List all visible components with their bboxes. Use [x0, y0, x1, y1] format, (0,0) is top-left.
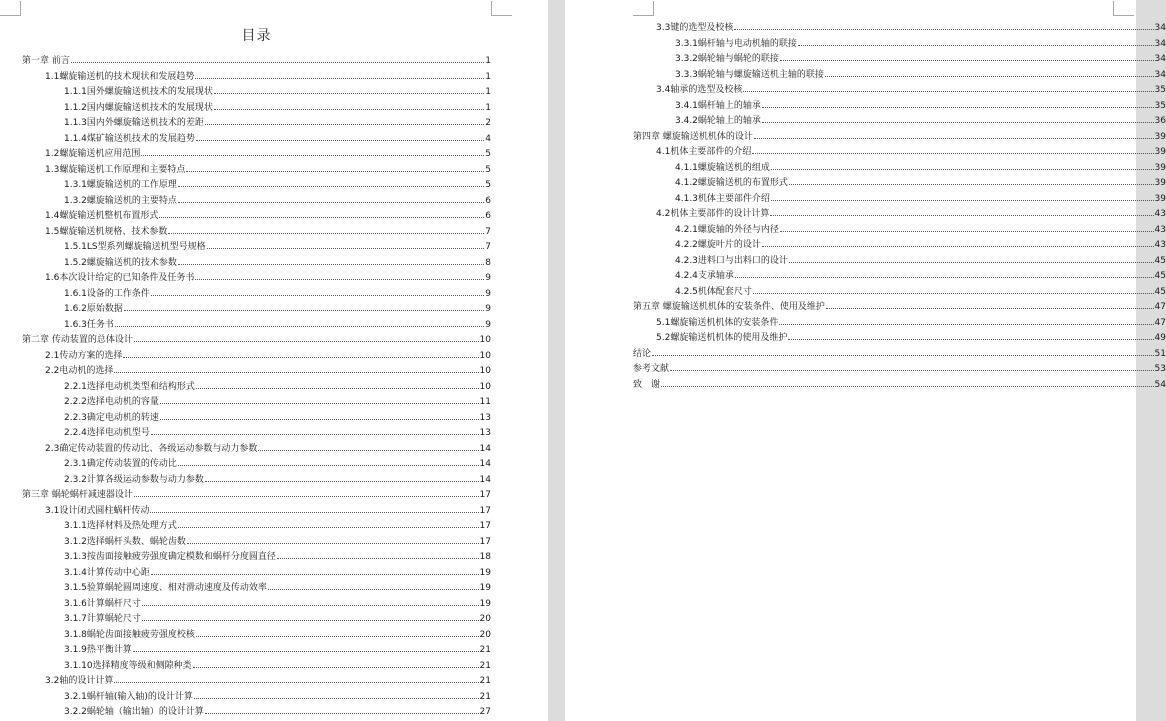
toc-page-number: 34	[1154, 38, 1166, 49]
dot-leader	[771, 189, 1154, 201]
dot-leader	[123, 346, 478, 358]
dot-leader	[134, 330, 479, 342]
toc-page-number: 1	[485, 87, 491, 97]
toc-entry-title: 1.3.1螺旋输送机的工作原理	[64, 180, 177, 190]
dot-leader	[780, 220, 1154, 232]
toc-entry-title: 2.2.2选择电动机的容量	[64, 397, 159, 407]
toc-page-number: 39	[1154, 162, 1166, 173]
dot-leader	[71, 51, 484, 63]
toc-entry-title: 2.3.1确定传动装置的传动比	[64, 459, 177, 469]
toc-page-number: 8	[485, 257, 491, 268]
toc-page-number: 21	[479, 676, 491, 686]
toc-entry-title: 2.3.2计算各级运动参数与动力参数	[64, 474, 204, 485]
toc-entry[interactable]	[633, 173, 1166, 189]
dot-leader	[133, 640, 479, 652]
toc-page-number: 43	[1154, 240, 1166, 250]
toc-entry[interactable]	[22, 547, 491, 563]
dot-leader	[214, 82, 484, 94]
toc-page-number: 53	[1154, 364, 1166, 374]
toc-entry[interactable]	[22, 98, 491, 114]
toc-entry-title: 1.1螺旋输送机的技术现状和发展趋势	[45, 71, 195, 82]
dot-leader	[207, 237, 485, 249]
dot-leader	[779, 313, 1153, 325]
dot-leader	[151, 284, 484, 296]
dot-leader	[743, 80, 1153, 92]
toc-entry[interactable]	[22, 377, 491, 393]
toc-entry-title: 3.1.4计算传动中心距	[64, 567, 150, 578]
dot-leader	[178, 191, 484, 203]
toc-entry-title: 结论	[633, 348, 652, 359]
dot-leader	[196, 129, 484, 141]
dot-leader	[151, 563, 479, 575]
toc-title: 目录	[241, 28, 272, 44]
toc-entry-title: 3.3.1蜗杆轴与电动机轴的联接	[675, 38, 797, 49]
dot-leader	[178, 516, 479, 528]
toc-page-number: 1	[485, 56, 491, 66]
dot-leader	[754, 127, 1154, 139]
toc-entry-title: 3.1.3按齿面接触疲劳强度确定模数和蜗杆分度圆直径	[64, 552, 276, 562]
toc-page-number: 10	[479, 366, 491, 376]
dot-leader	[186, 160, 484, 172]
dot-leader	[124, 299, 484, 311]
toc-page-number: 5	[485, 180, 491, 190]
toc-entry[interactable]	[22, 640, 491, 656]
dot-leader	[789, 251, 1154, 263]
toc-entry-title: 2.3确定传动装置的传动比、各级运动参数与动力参数	[45, 443, 258, 454]
dot-leader	[268, 578, 479, 590]
dot-leader	[258, 439, 478, 451]
toc-entry[interactable]	[633, 65, 1166, 81]
toc-entry-title: 第二章 传动装置的总体设计	[22, 335, 133, 345]
toc-entry-title: 第三章 蜗轮蜗杆减速器设计	[22, 490, 133, 500]
toc-entry[interactable]	[633, 220, 1166, 236]
toc-entry[interactable]	[633, 34, 1166, 50]
dot-leader	[160, 408, 479, 420]
toc-entry[interactable]	[22, 470, 491, 486]
dot-leader	[762, 96, 1154, 108]
toc-page-number: 21	[479, 691, 491, 702]
dot-leader	[770, 204, 1153, 216]
toc-entry[interactable]	[22, 113, 491, 129]
toc-page-number: 9	[485, 319, 491, 330]
toc-entry-title: 1.1.2国内螺旋输送机技术的发展现状	[64, 102, 213, 113]
toc-page-number: 45	[1154, 271, 1166, 281]
toc-page-number: 18	[479, 552, 491, 562]
dot-leader	[142, 594, 479, 606]
toc-entry-title: 3.3键的选型及校核	[656, 23, 734, 33]
toc-chapter-entry[interactable]	[633, 359, 1166, 375]
toc-page-number: 11	[479, 397, 491, 407]
dot-leader	[789, 173, 1154, 185]
toc-entry[interactable]	[22, 361, 491, 377]
toc-entry[interactable]	[22, 501, 491, 517]
toc-page-number: 43	[1154, 224, 1166, 235]
toc-entry[interactable]	[22, 82, 491, 98]
dot-leader	[193, 656, 479, 668]
toc-page-number: 36	[1154, 116, 1166, 126]
dot-leader	[277, 547, 479, 559]
toc-entry-title: 第四章 螺旋输送机机体的设计	[633, 131, 753, 142]
toc-entry[interactable]	[633, 313, 1166, 329]
toc-page-number: 6	[485, 211, 491, 221]
toc-entry[interactable]	[633, 189, 1166, 205]
toc-entry-title: 1.1.1国外螺旋输送机技术的发展现状	[64, 87, 213, 97]
toc-entry-title: 1.6.1设备的工作条件	[64, 288, 150, 299]
toc-entry[interactable]	[22, 284, 491, 300]
toc-entry-title: 3.3.2蜗轮轴与蜗轮的联接	[675, 54, 779, 64]
toc-left	[22, 0, 491, 718]
dot-leader	[142, 609, 479, 621]
toc-page-number: 17	[479, 536, 491, 547]
dot-leader	[798, 34, 1154, 46]
toc-entry[interactable]	[22, 656, 491, 672]
dot-leader	[670, 359, 1154, 371]
toc-page-number: 27	[479, 707, 491, 717]
toc-entry[interactable]	[22, 609, 491, 625]
toc-entry-title: 3.1.5验算蜗轮圆周速度、相对滑动速度及传动效率	[64, 583, 267, 593]
toc-entry-title: 1.6本次设计给定的已知条件及任务书	[45, 273, 195, 283]
toc-entry[interactable]	[22, 268, 491, 284]
toc-entry[interactable]	[22, 253, 491, 269]
toc-page-number: 14	[479, 474, 491, 485]
toc-entry[interactable]	[633, 266, 1166, 282]
toc-entry[interactable]	[633, 235, 1166, 251]
margin-corner-mark	[1113, 1, 1134, 16]
toc-entry[interactable]	[22, 439, 491, 455]
toc-entry[interactable]	[22, 454, 491, 470]
toc-entry[interactable]	[633, 80, 1166, 96]
toc-entry-title: 3.1.10选择精度等级和侧隙种类	[64, 660, 192, 671]
toc-chapter-entry[interactable]	[22, 330, 491, 346]
toc-entry[interactable]	[22, 315, 491, 331]
toc-page-number: 39	[1154, 178, 1166, 188]
toc-page-number: 43	[1154, 209, 1166, 219]
toc-page-number: 20	[479, 629, 491, 640]
dot-leader	[114, 671, 478, 683]
toc-entry[interactable]	[22, 191, 491, 207]
toc-page-number: 13	[479, 412, 491, 423]
toc-entry[interactable]	[22, 160, 491, 176]
toc-chapter-entry[interactable]	[633, 375, 1166, 391]
toc-page-number: 21	[479, 660, 491, 671]
toc-page-number: 17	[479, 505, 491, 516]
toc-page-number: 2	[485, 118, 491, 128]
dot-leader	[762, 111, 1154, 123]
toc-entry-title: 4.2.1螺旋轴的外径与内径	[675, 224, 779, 235]
dot-leader	[752, 142, 1153, 154]
toc-page-number: 17	[479, 521, 491, 531]
toc-entry-title: 4.2机体主要部件的设计计算	[656, 209, 770, 219]
toc-page-number: 34	[1154, 69, 1166, 80]
toc-entry-title: 第五章 螺旋输送机机体的安装条件、使用及维护	[633, 302, 825, 312]
dot-leader	[114, 361, 478, 373]
dot-leader	[141, 144, 484, 156]
toc-entry[interactable]	[633, 49, 1166, 65]
toc-entry-title: 1.4螺旋输送机整机布置形式	[45, 211, 159, 221]
toc-page-number: 35	[1154, 85, 1166, 95]
toc-entry[interactable]	[22, 175, 491, 191]
dot-leader	[150, 501, 478, 513]
toc-chapter-entry[interactable]	[633, 297, 1166, 313]
toc-entry-title: 3.2轴的设计计算	[45, 676, 114, 686]
toc-entry[interactable]	[22, 594, 491, 610]
toc-entry-title: 5.1螺旋输送机机体的安装条件	[656, 317, 779, 328]
toc-entry[interactable]	[22, 206, 491, 222]
toc-chapter-entry[interactable]	[22, 485, 491, 501]
margin-corner-mark	[491, 1, 512, 16]
toc-entry[interactable]	[22, 237, 491, 253]
toc-page-number: 39	[1154, 131, 1166, 142]
toc-entry[interactable]	[22, 687, 491, 703]
toc-entry[interactable]	[22, 346, 491, 362]
toc-page-number: 5	[485, 164, 491, 175]
dot-leader	[825, 65, 1154, 77]
dot-leader	[159, 206, 484, 218]
toc-entry[interactable]	[633, 96, 1166, 112]
toc-page-number: 14	[479, 443, 491, 454]
toc-page-number: 39	[1154, 193, 1166, 204]
toc-entry[interactable]	[22, 516, 491, 532]
dot-leader	[115, 315, 484, 327]
toc-entry-title: 1.6.2原始数据	[64, 304, 123, 314]
toc-entry-title: 3.2.2蜗轮轴（输出轴）的设计计算	[64, 707, 204, 717]
dot-leader	[195, 268, 484, 280]
dot-leader	[196, 625, 479, 637]
toc-page-number: 49	[1154, 333, 1166, 343]
toc-entry-title: 3.1设计闭式圆柱蜗杆传动	[45, 505, 150, 516]
toc-page-number: 10	[479, 335, 491, 345]
toc-entry-title: 3.1.7计算蜗轮尺寸	[64, 614, 141, 624]
toc-entry[interactable]	[22, 702, 491, 718]
toc-entry-title: 参考文献	[633, 364, 670, 374]
dot-leader	[196, 377, 479, 389]
toc-entry-title: 4.1.1螺旋输送机的组成	[675, 162, 770, 173]
toc-page-number: 45	[1154, 286, 1166, 297]
dot-leader	[178, 175, 484, 187]
toc-entry-title: 4.1.2螺旋输送机的布置形式	[675, 178, 788, 188]
toc-entry-title: 4.1.3机体主要部件介绍	[675, 193, 770, 204]
toc-entry-title: 3.4.1蜗杆轴上的轴承	[675, 100, 761, 111]
dot-leader	[195, 67, 484, 79]
toc-page-number: 39	[1154, 147, 1166, 157]
toc-list	[633, 18, 1166, 390]
toc-entry-title: 3.2.1蜗杆轴(输入轴)的设计计算	[64, 691, 193, 702]
toc-entry-title: 4.2.2螺旋叶片的设计	[675, 240, 761, 250]
dot-leader	[134, 485, 479, 497]
toc-page-number: 6	[485, 195, 491, 206]
dot-leader	[160, 392, 479, 404]
toc-page-number: 45	[1154, 255, 1166, 266]
dot-leader	[661, 375, 1154, 387]
dot-leader	[771, 158, 1154, 170]
toc-entry-title: 3.4轴承的选型及校核	[656, 85, 743, 95]
dot-leader	[151, 423, 479, 435]
margin-corner-mark	[0, 1, 21, 16]
toc-entry[interactable]	[22, 299, 491, 315]
dot-leader	[168, 222, 484, 234]
toc-entry-title: 3.1.9热平衡计算	[64, 645, 132, 655]
toc-entry-title: 4.1机体主要部件的介绍	[656, 147, 752, 157]
toc-entry-title: 3.1.6计算蜗杆尺寸	[64, 598, 141, 609]
dot-leader	[178, 253, 484, 265]
toc-page-number: 35	[1154, 100, 1166, 111]
toc-page-number: 19	[479, 583, 491, 593]
toc-entry-title: 2.2.4选择电动机型号	[64, 428, 150, 438]
toc-entry-title: 2.2.3确定电动机的转速	[64, 412, 159, 423]
toc-entry[interactable]	[633, 111, 1166, 127]
toc-page-number: 9	[485, 273, 491, 283]
toc-page-number: 7	[485, 242, 491, 252]
toc-page-number: 5	[485, 149, 491, 159]
toc-entry[interactable]	[22, 222, 491, 238]
dot-leader	[205, 702, 479, 714]
toc-entry[interactable]	[22, 144, 491, 160]
dot-leader	[788, 328, 1153, 340]
toc-page-number: 17	[479, 490, 491, 500]
toc-chapter-entry[interactable]	[633, 344, 1166, 360]
toc-entry-title: 1.3螺旋输送机工作原理和主要特点	[45, 164, 186, 175]
dot-leader	[826, 297, 1154, 309]
toc-entry-title: 1.5螺旋输送机规格、技术参数	[45, 226, 168, 237]
toc-page-number: 1	[485, 71, 491, 82]
toc-entry-title: 1.5.2螺旋输送机的技术参数	[64, 257, 177, 268]
dot-leader	[205, 113, 484, 125]
toc-entry[interactable]	[22, 67, 491, 83]
toc-entry[interactable]	[22, 423, 491, 439]
toc-page-number: 34	[1154, 54, 1166, 64]
toc-entry-title: 3.4.2蜗轮轴上的轴承	[675, 116, 761, 126]
toc-entry-title: 1.3.2螺旋输送机的主要特点	[64, 195, 177, 206]
dot-leader	[762, 235, 1154, 247]
toc-page-number: 14	[479, 459, 491, 469]
toc-entry-title: 致 谢	[633, 379, 661, 390]
toc-chapter-entry[interactable]	[633, 127, 1166, 143]
dot-leader	[780, 49, 1154, 61]
toc-page-number: 20	[479, 614, 491, 624]
left-page	[0, 0, 548, 721]
toc-page-number: 51	[1154, 348, 1166, 359]
toc-page-number: 10	[479, 381, 491, 392]
dot-leader	[753, 282, 1154, 294]
toc-entry[interactable]	[633, 282, 1166, 298]
toc-entry[interactable]	[22, 563, 491, 579]
dot-leader	[734, 18, 1153, 30]
toc-entry[interactable]	[22, 129, 491, 145]
toc-entry-title: 3.1.8蜗轮齿面接触疲劳强度校核	[64, 629, 195, 640]
dot-leader	[205, 470, 479, 482]
toc-entry[interactable]	[22, 578, 491, 594]
dot-leader	[735, 266, 1154, 278]
toc-entry-title: 3.3.3蜗轮轴与螺旋输送机主轴的联接	[675, 69, 824, 80]
toc-page-number: 47	[1154, 317, 1166, 328]
right-page	[565, 0, 1166, 721]
dot-leader	[178, 454, 479, 466]
toc-entry[interactable]	[22, 408, 491, 424]
toc-page-number: 34	[1154, 23, 1166, 33]
toc-entry[interactable]	[22, 625, 491, 641]
toc-entry[interactable]	[633, 142, 1166, 158]
toc-entry-title: 3.1.1选择材料及热处理方式	[64, 521, 177, 531]
toc-entry-title: 4.2.5机体配套尺寸	[675, 286, 752, 297]
toc-page-number: 19	[479, 567, 491, 578]
toc-entry-title: 1.6.3任务书	[64, 319, 114, 330]
dot-leader	[214, 98, 484, 110]
toc-entry[interactable]	[633, 251, 1166, 267]
dot-leader	[187, 532, 479, 544]
margin-corner-mark	[633, 1, 654, 16]
toc-page-number: 9	[485, 304, 491, 314]
toc-page-number: 4	[485, 133, 491, 144]
toc-entry-title: 2.2.1选择电动机类型和结构形式	[64, 381, 195, 392]
toc-page-number: 13	[479, 428, 491, 438]
toc-entry-title: 1.2螺旋输送机应用范围	[45, 149, 141, 159]
toc-entry[interactable]	[633, 158, 1166, 174]
toc-entry-title: 5.2螺旋输送机机体的使用及维护	[656, 333, 788, 343]
toc-chapter-entry[interactable]	[22, 51, 491, 67]
toc-entry[interactable]	[22, 392, 491, 408]
toc-page-number: 19	[479, 598, 491, 609]
toc-entry-title: 第一章 前言	[22, 56, 70, 66]
toc-page-number: 10	[479, 350, 491, 361]
toc-entry[interactable]	[22, 532, 491, 548]
toc-page-number: 21	[479, 645, 491, 655]
toc-page-number: 54	[1154, 379, 1166, 390]
toc-entry[interactable]	[22, 671, 491, 687]
toc-page-number: 9	[485, 288, 491, 299]
toc-entry[interactable]	[633, 18, 1166, 34]
toc-entry-title: 4.2.3进料口与出料口的设计	[675, 255, 788, 266]
toc-page-number: 47	[1154, 302, 1166, 312]
toc-right	[633, 18, 1166, 390]
dot-leader	[652, 344, 1154, 356]
toc-page-number: 1	[485, 102, 491, 113]
toc-list	[22, 51, 491, 718]
toc-entry-title: 4.2.4支承轴承	[675, 271, 734, 281]
toc-entry-title: 3.1.2选择蜗杆头数、蜗轮齿数	[64, 536, 186, 547]
toc-entry-title: 1.1.3国内外螺旋输送机技术的差距	[64, 118, 204, 128]
toc-entry-title: 1.1.4煤矿输送机技术的发展趋势	[64, 133, 195, 144]
toc-entry-title: 1.5.1LS型系列螺旋输送机型号规格	[64, 242, 206, 252]
toc-entry[interactable]	[633, 204, 1166, 220]
toc-entry-title: 2.1传动方案的选择	[45, 350, 123, 361]
dot-leader	[194, 687, 479, 699]
toc-entry-title: 2.2电动机的选择	[45, 366, 114, 376]
toc-page-number: 7	[485, 226, 491, 237]
toc-entry[interactable]	[633, 328, 1166, 344]
